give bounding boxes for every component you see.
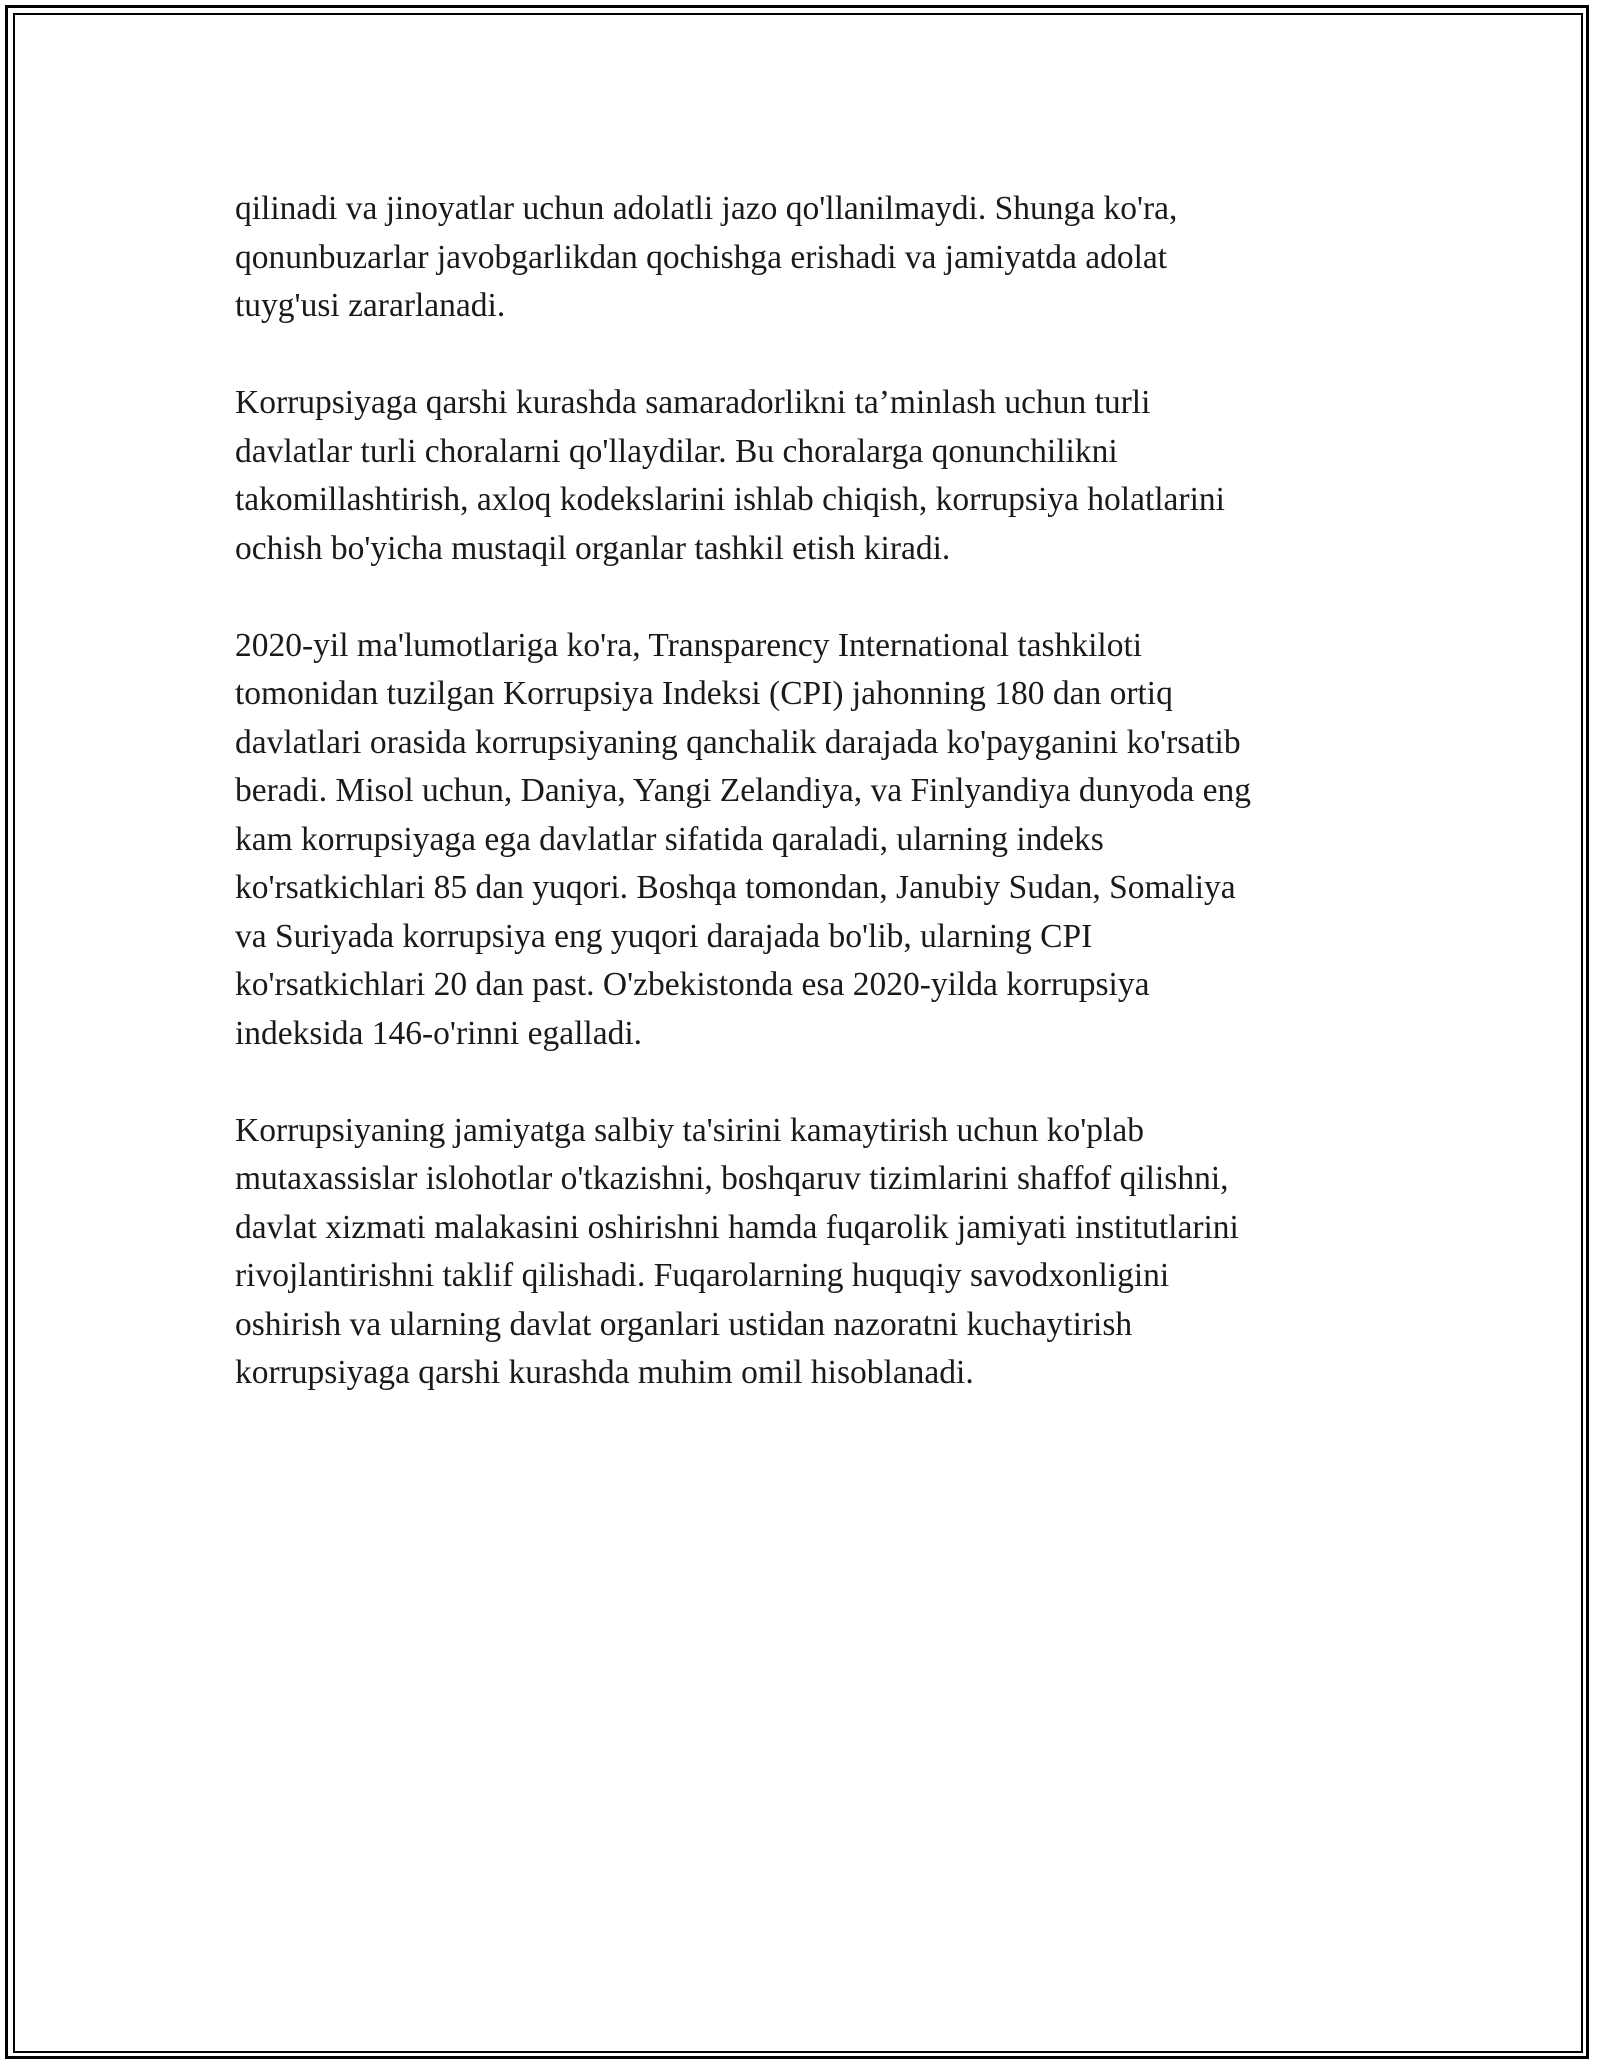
text-line: oshirish va ularning davlat organlari ustidan nazoratni kuchaytirish — [235, 1305, 1133, 1343]
document-body — [235, 185, 1365, 1446]
text-line: ko'rsatkichlari 20 dan past. O'zbekistonda esa 2020-yilda korrupsiya — [235, 966, 1150, 1003]
text-line: rivojlantirishni taklif qilishadi. Fuqarolarning huquqiy savodxonligini — [235, 1257, 1170, 1294]
text-line: qilinadi va jinoyatlar uchun adolatli jazo qo'llanilmaydi. Shunga ko'ra, — [235, 190, 1178, 227]
text-line: va Suriyada korrupsiya eng yuqori darajada bo'lib, ularning CPI — [235, 917, 1093, 955]
text-line: Korrupsiyaga qarshi kurashda samaradorlikni ta’minlash uchun turli — [235, 384, 1151, 421]
text-line: tuyg'usi zararlanadi. — [235, 287, 506, 324]
text-line: 2020-yil ma'lumotlariga ko'ra, Transparency International tashkiloti — [235, 626, 1143, 664]
text-line: davlatlari orasida korrupsiyaning qanchalik darajada ko'payganini ko'rsatib — [235, 723, 1241, 761]
text-line: korrupsiyaga qarshi kurashda muhim omil hisoblanadi. — [235, 1354, 974, 1391]
text-line: Korrupsiyaning jamiyatga salbiy ta'sirini kamaytirish uchun ko'plab — [235, 1111, 1144, 1149]
paragraph-3 — [235, 622, 1365, 1059]
paragraph-1 — [235, 185, 1365, 331]
text-line: takomillashtirish, axloq kodekslarini ishlab chiqish, korrupsiya holatlarini — [235, 481, 1225, 518]
text-line: mutaxassislar islohotlar o'tkazishni, boshqaruv tizimlarini shaffof qilishni, — [235, 1160, 1229, 1197]
text-line: qonunbuzarlar javobgarlikdan qochishga erishadi va jamiyatda adolat — [235, 238, 1168, 276]
paragraph-4 — [235, 1107, 1365, 1398]
text-line: ko'rsatkichlari 85 dan yuqori. Boshqa tomondan, Janubiy Sudan, Somaliya — [235, 869, 1236, 906]
text-line: tomonidan tuzilgan Korrupsiya Indeksi (CPI) jahonning 180 dan ortiq — [235, 675, 1173, 712]
text-line: ochish bo'yicha mustaqil organlar tashkil etish kiradi. — [235, 529, 951, 567]
text-line: beradi. Misol uchun, Daniya, Yangi Zelandiya, va Finlyandiya dunyoda eng — [235, 772, 1251, 809]
text-line: indeksida 146-o'rinni egalladi. — [235, 1014, 643, 1052]
text-line: davlatlar turli choralarni qo'llaydilar. Bu choralarga qonunchilikni — [235, 432, 1118, 470]
paragraph-2 — [235, 379, 1365, 573]
text-line: kam korrupsiyaga ega davlatlar sifatida qaraladi, ularning indeks — [235, 820, 1104, 858]
text-line: davlat xizmati malakasini oshirishni hamda fuqarolik jamiyati institutlarini — [235, 1208, 1239, 1246]
